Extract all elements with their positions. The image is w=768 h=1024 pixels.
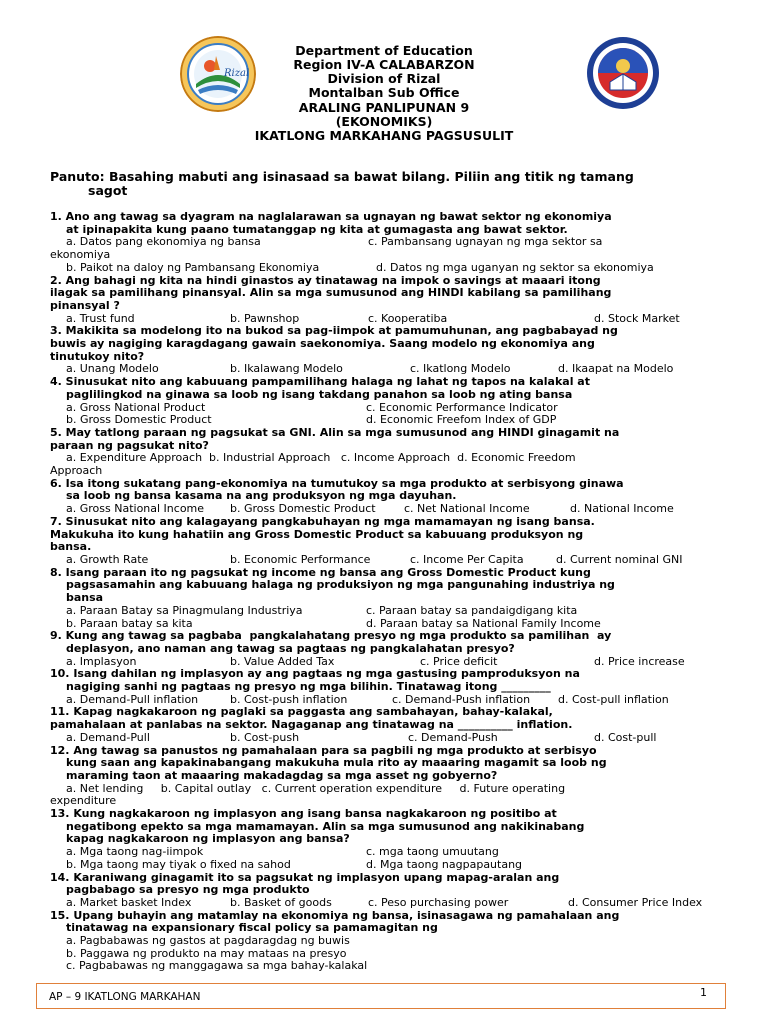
- question-2-stem-cont: ilagak sa pamilihang pinansyal. Alin sa mga sumusunod ang HINDI kabilang sa pamilihang: [50, 286, 612, 300]
- question-8-stem-cont: pagsasamahin ang kabuuang halaga ng produksiyon ng mga pangunahing industriya ng: [66, 578, 615, 592]
- question-4: [50, 376, 708, 401]
- footer-text: AP – 9 IKATLONG MARKAHAN: [49, 991, 201, 1003]
- question-8-options-row-1: [50, 605, 708, 618]
- question-1-option-b: b. Paikot na daloy ng Pambansang Ekonomiya: [66, 260, 320, 274]
- question-1-options-row-2: [50, 262, 708, 275]
- question-1-option-c: c. Pambansang ugnayan ng mga sektor sa: [368, 235, 603, 249]
- question-13-option-a: a. Mga taong nag-iimpok: [66, 845, 204, 859]
- question-10-option-c: c. Demand-Push inflation: [392, 692, 531, 706]
- question-14: [50, 872, 708, 897]
- question-7-stem: 7. Sinusukat nito ang kalagayang pangkabuhayan ng mga mamamayan ng isang bansa.: [50, 514, 595, 528]
- question-14-option-d: d. Consumer Price Index: [568, 895, 703, 909]
- question-12-stem: 12. Ang tawag sa panustos ng pamahalaan para sa pagbili ng mga produkto at serbisyo: [50, 743, 597, 757]
- header-region: Region IV-A CALABARZON: [293, 57, 475, 72]
- question-12-stem-cont: kung saan ang kapakinabangang makukuha mula rito ay maaaring magamit sa loob ng: [66, 756, 607, 770]
- question-list: [50, 211, 708, 973]
- question-8-option-b: b. Paraan batay sa kita: [66, 616, 193, 630]
- instructions-line-2: sagot: [88, 183, 128, 198]
- question-7-stem-cont-2: bansa.: [50, 540, 92, 554]
- question-4-option-a: a. Gross National Product: [66, 400, 206, 414]
- question-3-option-b: b. Ikalawang Modelo: [230, 362, 343, 376]
- question-7-option-d: d. Current nominal GNI: [556, 552, 683, 566]
- instructions: [50, 170, 710, 198]
- question-6-option-d: d. National Income: [570, 502, 674, 516]
- question-9-option-b: b. Value Added Tax: [230, 654, 335, 668]
- question-11-option-a: a. Demand-Pull: [66, 730, 150, 744]
- question-10-option-d: d. Cost-pull inflation: [558, 692, 669, 706]
- question-5-options: a. Expenditure Approach b. Industrial Approach c. Income Approach d. Economic Freedom: [66, 451, 576, 465]
- question-6: [50, 478, 708, 503]
- question-7-stem-cont: Makukuha ito kung hahatiin ang Gross Domestic Product sa kabuuang produksyon ng: [50, 527, 584, 541]
- question-11-option-b: b. Cost-push: [230, 730, 300, 744]
- question-1-options-row-1: [50, 236, 708, 249]
- question-10-stem-cont: nagiging sanhi ng pagtaas ng presyo ng mga bilihin. Tinatawag itong _________: [66, 680, 551, 694]
- question-6-stem-cont: sa loob ng bansa kasama na ang produksyon ng mga dayuhan.: [66, 489, 457, 503]
- question-4-stem-cont: paglilingkod na ginawa sa loob ng isang takdang panahon sa loob ng ating bansa: [66, 387, 573, 401]
- question-5-stem-cont: paraan ng pagsukat nito?: [50, 438, 209, 452]
- question-13-option-c: c. mga taong umuutang: [366, 845, 499, 859]
- question-1-stem-cont: at ipinapakita kung paano tumatanggap ng kita at gumagasta ang bawat sektor.: [66, 222, 568, 236]
- exam-title: [0, 101, 768, 143]
- question-13-option-d: d. Mga taong nagpapautang: [366, 857, 523, 871]
- question-14-stem-cont: pagbabago sa presyo ng mga produkto: [66, 883, 310, 897]
- exam-subject-paren: (EKONOMIKS): [335, 114, 433, 129]
- question-13-stem-cont-2: kapag nagkakaroon ng implasyon ang bansa?: [66, 832, 350, 846]
- question-13-options-row-1: [50, 846, 708, 859]
- question-9-option-c: c. Price deficit: [420, 654, 498, 668]
- question-5-options-wrap: Approach: [50, 464, 103, 478]
- exam-quarter: IKATLONG MARKAHANG PAGSUSULIT: [254, 128, 514, 143]
- question-8-stem: 8. Isang paraan ito ng pagsukat ng income ng bansa ang Gross Domestic Product kung: [50, 565, 591, 579]
- question-1: [50, 211, 708, 236]
- question-10-option-b: b. Cost-push inflation: [230, 692, 348, 706]
- question-7-option-c: c. Income Per Capita: [410, 552, 524, 566]
- question-3-stem: 3. Makikita sa modelong ito na bukod sa pag-iimpok at pamumuhunan, ang pagbabayad ng: [50, 324, 618, 338]
- question-4-option-d: d. Economic Freefom Index of GDP: [366, 413, 557, 427]
- question-3-option-a: a. Unang Modelo: [66, 362, 159, 376]
- question-14-option-a: a. Market basket Index: [66, 895, 192, 909]
- question-14-options: [50, 897, 708, 910]
- question-15-option-b: b. Paggawa ng produkto na may mataas na presyo: [66, 946, 347, 960]
- question-14-stem: 14. Karaniwang ginagamit ito sa pagsukat ng implasyon upang mapag-aralan ang: [50, 870, 560, 884]
- question-1-stem: 1. Ano ang tawag sa dyagram na naglalarawan sa ugnayan ng bawat sektor ng ekonomiya: [50, 210, 612, 223]
- question-15: [50, 910, 708, 935]
- page-number: 1: [700, 986, 707, 999]
- question-8-stem-cont-2: bansa: [66, 591, 104, 605]
- question-2-option-b: b. Pawnshop: [230, 311, 300, 325]
- question-15-option-c: c. Pagbabawas ng manggagawa sa mga bahay-kalakal: [66, 959, 368, 973]
- question-11-options: [50, 732, 708, 745]
- question-5-stem: 5. May tatlong paraan ng pagsukat sa GNI. Alin sa mga sumusunod ang HINDI ginagamit na: [50, 425, 620, 439]
- question-11-option-d: d. Cost-pull: [594, 730, 657, 744]
- page-footer: [36, 983, 726, 1009]
- question-8-option-c: c. Paraan batay sa pandaigdigang kita: [366, 603, 578, 617]
- svg-text:Rizal: Rizal: [224, 68, 250, 79]
- question-13-stem-cont: negatibong epekto sa mga mamamayan. Alin sa mga sumusunod ang nakikinabang: [66, 819, 585, 833]
- question-9-option-d: d. Price increase: [594, 654, 685, 668]
- header-department: Department of Education: [295, 43, 473, 58]
- question-10-stem: 10. Isang dahilan ng implasyon ay ang pagtaas ng mga gastusing pamproduksyon na: [50, 667, 580, 681]
- question-6-option-b: b. Gross Domestic Product: [230, 502, 376, 516]
- question-1-option-c-wrap: ekonomiya: [50, 248, 111, 262]
- question-9-stem-cont: deplasyon, ano naman ang tawag sa pagtaas ng pangkalahatan presyo?: [66, 641, 515, 655]
- question-9-option-a: a. Implasyon: [66, 654, 137, 668]
- question-4-stem: 4. Sinusukat nito ang kabuuang pampamilihang halaga ng lahat ng tapos na kalakal at: [50, 375, 590, 389]
- header-division: Division of Rizal: [327, 71, 441, 86]
- question-2-option-a: a. Trust fund: [66, 311, 135, 325]
- question-15-option-a: a. Pagbabawas ng gastos at pagdaragdag ng buwis: [66, 934, 350, 948]
- question-9-stem: 9. Kung ang tawag sa pagbaba pangkalahatang presyo ng mga produkto sa pamilihan ay: [50, 629, 612, 643]
- question-14-option-c: c. Peso purchasing power: [368, 895, 509, 909]
- question-8-option-a: a. Paraan Batay sa Pinagmulang Industriya: [66, 603, 303, 617]
- question-11-stem-cont: pamahalaan at panlabas na sektor. Nagaganap ang tinatawag na __________ inflation.: [50, 718, 573, 732]
- question-15-stem-cont: tinatawag na expansionary fiscal policy sa pamamagitan ng: [66, 921, 438, 935]
- question-7-option-b: b. Economic Performance: [230, 552, 371, 566]
- question-14-option-b: b. Basket of goods: [230, 895, 332, 909]
- office-header: [0, 44, 768, 100]
- question-3-stem-cont-2: tinutukoy nito?: [50, 349, 145, 363]
- question-7-option-a: a. Growth Rate: [66, 552, 149, 566]
- question-13-option-b: b. Mga taong may tiyak o fixed na sahod: [66, 857, 291, 871]
- question-2-stem-cont-2: pinansyal ?: [50, 298, 120, 312]
- question-12-stem-cont-2: maraming taon at maaaring makadagdag sa mga asset ng gobyerno?: [66, 768, 498, 782]
- question-13-stem: 13. Kung nagkakaroon ng implasyon ang isang bansa nagkakaroon ng positibo at: [50, 807, 557, 821]
- question-4-option-b: b. Gross Domestic Product: [66, 413, 212, 427]
- question-6-stem: 6. Isa itong sukatang pang-ekonomiya na tumutukoy sa mga produkto at serbisyong ginawa: [50, 476, 624, 490]
- question-7-options: [50, 554, 708, 567]
- question-12-options-wrap: expenditure: [50, 794, 117, 808]
- question-5: [50, 427, 708, 452]
- question-15-stem: 15. Upang buhayin ang matamlay na ekonomiya ng bansa, isinasagawa ng pamahalaan ang: [50, 908, 620, 922]
- question-11-stem: 11. Kapag nagkakaroon ng paglaki sa paggasta ang sambahayan, bahay-kalakal,: [50, 705, 553, 719]
- question-10: [50, 668, 708, 693]
- question-13: [50, 808, 708, 846]
- question-11: [50, 706, 708, 731]
- exam-subject: ARALING PANLIPUNAN 9: [298, 100, 470, 115]
- question-4-option-c: c. Economic Performance Indicator: [366, 400, 558, 414]
- question-6-option-a: a. Gross National Income: [66, 502, 205, 516]
- question-8: [50, 567, 708, 605]
- question-10-option-a: a. Demand-Pull inflation: [66, 692, 199, 706]
- question-13-options-row-2: [50, 859, 708, 872]
- question-2: [50, 275, 708, 313]
- question-2-option-d: d. Stock Market: [594, 311, 680, 325]
- question-3: [50, 325, 708, 363]
- question-6-option-c: c. Net National Income: [404, 502, 530, 516]
- question-12-options: a. Net lending b. Capital outlay c. Current operation expenditure d. Future operating: [66, 781, 566, 795]
- question-8-option-d: d. Paraan batay sa National Family Income: [366, 616, 601, 630]
- question-9: [50, 630, 708, 655]
- question-2-option-c: c. Kooperatiba: [368, 311, 448, 325]
- question-12: [50, 745, 708, 783]
- question-11-option-c: c. Demand-Push: [408, 730, 498, 744]
- question-3-stem-cont: buwis ay nagiging karagdagang gawain saekonomiya. Saang modelo ng ekonomiya ang: [50, 337, 595, 351]
- header-sub-office: Montalban Sub Office: [308, 85, 460, 100]
- question-1-option-d: d. Datos ng mga uganyan ng sektor sa ekonomiya: [376, 260, 654, 274]
- question-3-option-d: d. Ikaapat na Modelo: [558, 362, 674, 376]
- question-2-stem: 2. Ang bahagi ng kita na hindi ginastos ay tinatawag na impok o savings at maaari itong: [50, 273, 601, 287]
- question-1-option-a: a. Datos pang ekonomiya ng bansa: [66, 235, 261, 249]
- question-3-option-c: c. Ikatlong Modelo: [410, 362, 511, 376]
- question-7: [50, 516, 708, 554]
- question-6-options: [50, 503, 708, 516]
- instructions-line-1: Panuto: Basahing mabuti ang isinasaad sa bawat bilang. Piliin ang titik ng tamang: [50, 169, 634, 184]
